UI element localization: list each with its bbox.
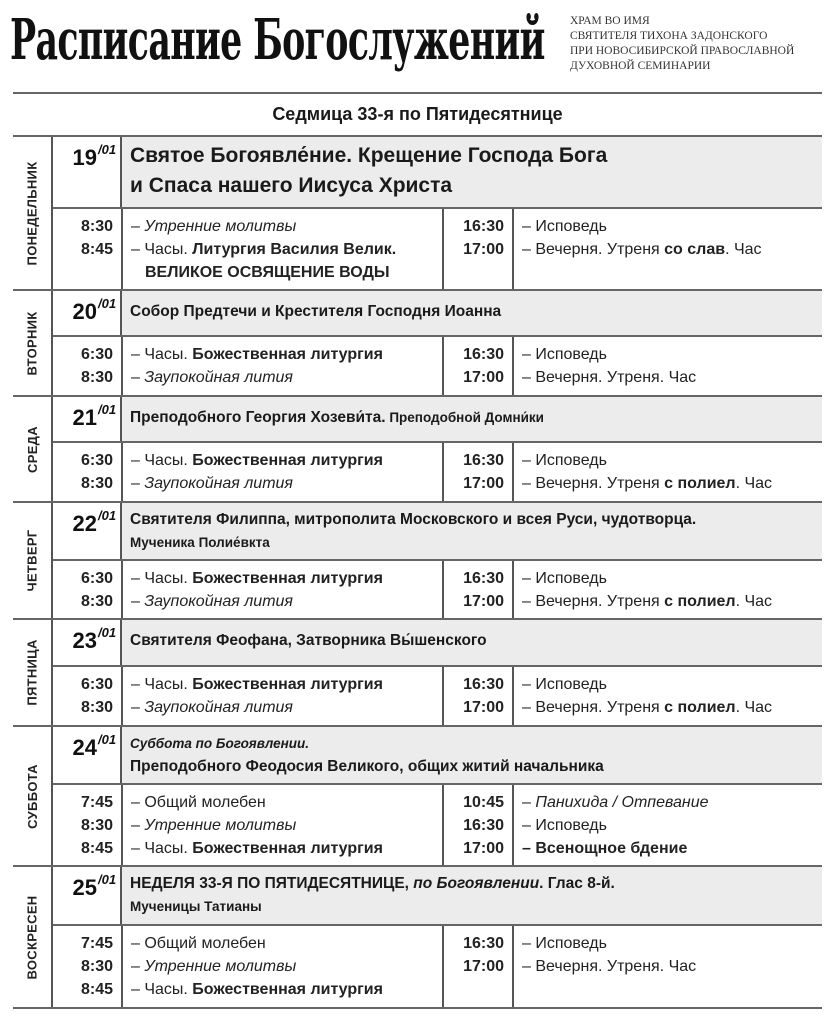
feast-line: Мученика Полие́вкта [130, 535, 270, 550]
church-info-line: ПРИ НОВОСИБИРСКОЙ ПРАВОСЛАВНОЙ [570, 45, 795, 57]
service-item: – Панихида / Отпевание [522, 794, 709, 811]
feast-line: Святителя Филиппа, митрополита Московского и всея Руси, чудотворца. [130, 511, 697, 528]
service-time: 8:45 [80, 241, 113, 258]
weekday-label: ЧЕТВЕРГ [13, 503, 53, 618]
week-title: Седмица 33-я по Пятидесятнице [272, 104, 563, 124]
church-info-line: ХРАМ ВО ИМЯ [570, 15, 650, 27]
feast-line: Преподобного Феодосия Великого, общих житий начальника [130, 758, 604, 775]
month-number: /01 [98, 142, 117, 157]
day-number: 23 [72, 628, 97, 653]
service-item: – Вечерня. Утреня со слав. Час [522, 241, 762, 258]
service-time: 8:30 [80, 699, 113, 716]
month-number: /01 [98, 625, 117, 640]
feast-title [122, 291, 822, 335]
evening-services [514, 785, 822, 865]
service-time: 7:45 [80, 935, 113, 952]
service-time: 16:30 [463, 935, 504, 952]
feast-line: НЕДЕЛЯ 33-Я ПО ПЯТИДЕСЯТНИЦЕ, по Богоявлении. Глас 8-й. [130, 875, 615, 892]
evening-times [444, 337, 514, 395]
morning-times [53, 667, 123, 725]
services-row [53, 209, 822, 289]
morning-times [53, 926, 123, 1007]
service-time: 8:45 [80, 981, 113, 998]
service-item: – Исповедь [522, 218, 607, 235]
service-time: 16:30 [463, 218, 504, 235]
services-row [53, 337, 822, 395]
evening-times [444, 785, 514, 865]
service-item: – Исповедь [522, 676, 607, 693]
service-time: 6:30 [80, 570, 113, 587]
feast-row [53, 137, 822, 209]
weekday-label: ВОСКРЕСЕН [13, 867, 53, 1007]
feast-row [53, 620, 822, 667]
weekday-label: СУББОТА [13, 727, 53, 865]
service-item: – Часы. Божественная литургия [131, 570, 383, 587]
service-item: – Вечерня. Утреня с полиел. Час [522, 593, 773, 610]
morning-services [123, 443, 444, 501]
services-row [53, 667, 822, 725]
service-item: – Вечерня. Утреня с полиел. Час [522, 699, 773, 716]
service-time: 6:30 [80, 346, 113, 363]
service-item: – Исповедь [522, 346, 607, 363]
day-block-monday [13, 135, 822, 289]
service-time: 8:30 [80, 817, 113, 834]
evening-times [444, 667, 514, 725]
services-row [53, 785, 822, 865]
service-time: 17:00 [463, 369, 504, 386]
day-number: 20 [72, 299, 97, 324]
service-item: – Часы. Божественная литургия [131, 840, 383, 857]
services-row [53, 561, 822, 618]
service-item: – Общий молебен [131, 935, 266, 952]
month-number: /01 [98, 508, 117, 523]
morning-services [123, 926, 444, 1007]
morning-times [53, 209, 123, 289]
service-time: 17:00 [463, 241, 504, 258]
services-row [53, 926, 822, 1007]
month-number: /01 [98, 296, 117, 311]
service-time: 8:45 [80, 840, 113, 857]
service-item: – Часы. Божественная литургия [131, 676, 383, 693]
evening-services [514, 926, 822, 1007]
weekday-label: СРЕДА [13, 397, 53, 501]
header-divider [13, 92, 822, 94]
day-block-tuesday [13, 289, 822, 395]
evening-times [444, 209, 514, 289]
service-time: 17:00 [463, 699, 504, 716]
morning-services [123, 561, 444, 618]
day-number: 22 [72, 511, 97, 536]
service-time: 8:30 [80, 218, 113, 235]
feast-line: Собор Предтечи и Крестителя Господня Иоанна [130, 303, 502, 320]
evening-services [514, 443, 822, 501]
church-info-line: СВЯТИТЕЛЯ ТИХОНА ЗАДОНСКОГО [570, 30, 768, 42]
service-item: – Утренние молитвы [131, 218, 297, 235]
day-number: 21 [72, 405, 97, 430]
date-cell [53, 503, 122, 559]
morning-times [53, 785, 123, 865]
feast-row [53, 397, 822, 443]
service-item: – Общий молебен [131, 794, 266, 811]
morning-services [123, 785, 444, 865]
month-number: /01 [98, 872, 117, 887]
schedule-title: Расписание Богослужений [10, 7, 545, 73]
date-cell [53, 291, 122, 335]
feast-row [53, 503, 822, 561]
service-item: – Часы. Божественная литургия [131, 452, 383, 469]
date-cell [53, 620, 122, 665]
feast-line: Святителя Феофана, Затворника Вы́шенского [130, 632, 487, 649]
service-time: 6:30 [80, 676, 113, 693]
feast-line: Святое Богоявле́ние. Крещение Господа Бога [130, 144, 608, 167]
month-number: /01 [98, 732, 117, 747]
morning-times [53, 561, 123, 618]
service-item-continuation: ВЕЛИКОЕ ОСВЯЩЕНИЕ ВОДЫ [145, 264, 390, 281]
morning-times [53, 443, 123, 501]
service-item: – Вечерня. Утреня. Час [522, 369, 697, 386]
evening-services [514, 667, 822, 725]
feast-line: Преподобного Георгия Хозеви́та. Преподобной Домни́ки [130, 409, 544, 426]
feast-title [122, 727, 822, 783]
service-item: – Часы. Божественная литургия [131, 346, 383, 363]
service-time: 16:30 [463, 570, 504, 587]
service-time: 8:30 [80, 958, 113, 975]
feast-title [122, 397, 822, 441]
weekday-label: ПОНЕДЕЛЬНИК [13, 137, 53, 289]
morning-services [123, 209, 444, 289]
evening-times [444, 443, 514, 501]
date-cell [53, 727, 122, 783]
service-time: 16:30 [463, 452, 504, 469]
weekday-label: ВТОРНИК [13, 291, 53, 395]
feast-line: Мученицы Татианы [130, 899, 262, 914]
service-item: – Заупокойная лития [131, 369, 293, 386]
service-time: 17:00 [463, 840, 504, 857]
date-cell [53, 867, 122, 924]
feast-title [122, 867, 822, 924]
day-number: 24 [72, 735, 97, 760]
church-info-line: ДУХОВНОЙ СЕМИНАРИИ [570, 60, 711, 72]
day-block-sunday [13, 865, 822, 1009]
day-block-friday [13, 618, 822, 725]
service-time: 10:45 [463, 794, 504, 811]
day-number: 19 [72, 145, 97, 170]
feast-title [122, 137, 822, 207]
evening-times [444, 561, 514, 618]
service-item: – Часы. Божественная литургия [131, 981, 383, 998]
date-cell [53, 137, 122, 207]
service-time: 7:45 [80, 794, 113, 811]
schedule-table [13, 135, 822, 1009]
service-time: 17:00 [463, 593, 504, 610]
evening-services [514, 337, 822, 395]
service-time: 8:30 [80, 475, 113, 492]
weekday-label: ПЯТНИЦА [13, 620, 53, 725]
church-info [570, 14, 794, 74]
service-item: – Вечерня. Утреня. Час [522, 958, 697, 975]
feast-line: Суббота по Богоявлении. [130, 736, 310, 751]
service-time: 17:00 [463, 958, 504, 975]
service-item: – Исповедь [522, 570, 607, 587]
feast-row [53, 291, 822, 337]
feast-row [53, 727, 822, 785]
service-time: 16:30 [463, 676, 504, 693]
day-block-wednesday [13, 395, 822, 501]
month-number: /01 [98, 402, 117, 417]
service-item: – Вечерня. Утреня с полиел. Час [522, 475, 773, 492]
service-time: 16:30 [463, 817, 504, 834]
service-time: 6:30 [80, 452, 113, 469]
service-time: 8:30 [80, 369, 113, 386]
service-item: – Заупокойная лития [131, 593, 293, 610]
service-item: – Исповедь [522, 817, 607, 834]
evening-services [514, 561, 822, 618]
morning-times [53, 337, 123, 395]
service-time: 8:30 [80, 593, 113, 610]
date-cell [53, 397, 122, 441]
service-item: – Исповедь [522, 452, 607, 469]
feast-title [122, 503, 822, 559]
feast-title [122, 620, 822, 665]
day-block-thursday [13, 501, 822, 618]
service-time: 17:00 [463, 475, 504, 492]
evening-times [444, 926, 514, 1007]
service-item: – Часы. Литургия Василия Велик. [131, 241, 397, 258]
feast-line: и Спаса нашего Иисуса Христа [130, 174, 453, 197]
services-row [53, 443, 822, 501]
service-item: – Утренние молитвы [131, 958, 297, 975]
service-time: 16:30 [463, 346, 504, 363]
service-item: – Исповедь [522, 935, 607, 952]
service-item: – Заупокойная лития [131, 475, 293, 492]
feast-row [53, 867, 822, 926]
evening-services [514, 209, 822, 289]
service-item: – Всенощное бдение [522, 840, 688, 857]
day-block-saturday [13, 725, 822, 865]
morning-services [123, 337, 444, 395]
service-item: – Утренние молитвы [131, 817, 297, 834]
day-number: 25 [72, 875, 97, 900]
service-item: – Заупокойная лития [131, 699, 293, 716]
morning-services [123, 667, 444, 725]
